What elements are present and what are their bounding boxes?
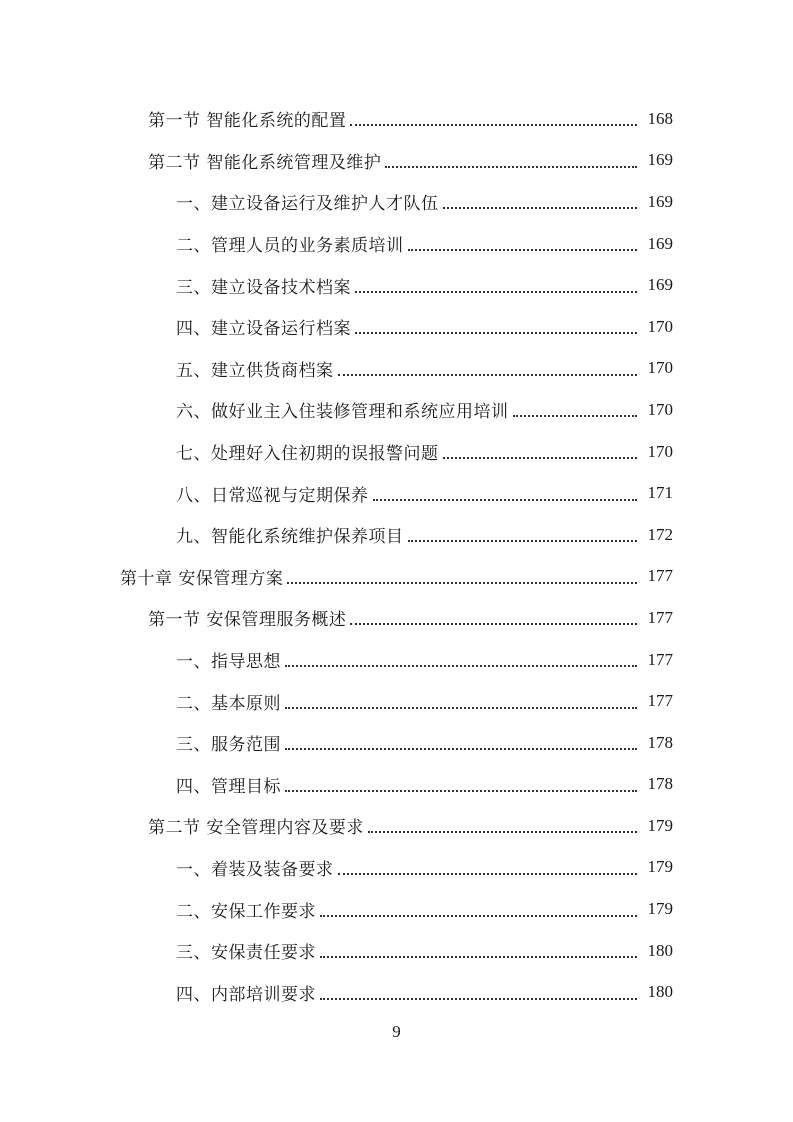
toc-entry-page: 170 [647,358,673,378]
toc-entry-page: 178 [647,774,673,794]
dot-leader [368,830,637,833]
toc-entry[interactable] [0,306,793,348]
toc-entry[interactable] [0,888,793,930]
toc-entry[interactable] [0,98,793,140]
toc-entry-title: 四、建立设备运行档案 [176,319,351,340]
toc-entry-title: 一、着装及装备要求 [176,859,334,880]
dot-leader [408,539,638,542]
dot-leader [408,248,638,251]
dot-leader [285,706,637,709]
toc-entry-title: 第十章 安保管理方案 [120,568,284,589]
toc-entry-page: 169 [647,150,673,170]
toc-entry[interactable] [0,514,793,556]
toc-entry-title: 七、处理好入住初期的误报警问题 [176,444,439,465]
toc-entry-title: 一、建立设备运行及维护人才队伍 [176,194,439,215]
dot-leader [320,997,637,1000]
toc-entry-title: 第一节 智能化系统的配置 [148,111,347,132]
toc-entry[interactable] [0,556,793,598]
toc-entry-title: 二、基本原则 [176,693,281,714]
toc-entry[interactable] [0,680,793,722]
dot-leader [285,747,637,750]
toc-entry-title: 五、建立供货商档案 [176,360,334,381]
toc-entry-page: 172 [647,524,673,544]
toc-entry-page: 169 [647,191,673,211]
toc-entry-page: 179 [647,899,673,919]
dot-leader [287,581,637,584]
toc-entry[interactable] [0,597,793,639]
toc-entry[interactable] [0,930,793,972]
toc-entry-title: 二、管理人员的业务素质培训 [176,236,404,257]
toc-entry-page: 180 [647,940,673,960]
toc-entry[interactable] [0,805,793,847]
toc-entry[interactable] [0,181,793,223]
dot-leader [285,789,637,792]
toc-entry[interactable] [0,847,793,889]
dot-leader [320,955,637,958]
dot-leader [443,206,638,209]
toc-entry-title: 四、内部培训要求 [176,984,316,1005]
toc-entry-page: 170 [647,399,673,419]
dot-leader [385,165,637,168]
toc-entry[interactable] [0,431,793,473]
toc-entry-page: 170 [647,441,673,461]
toc-entry[interactable] [0,264,793,306]
table-of-contents [0,98,793,1013]
toc-entry-page: 171 [647,483,673,503]
toc-entry-page: 168 [647,108,673,128]
dot-leader [338,373,638,376]
dot-leader [285,664,637,667]
toc-entry-page: 177 [647,649,673,669]
toc-entry-page: 177 [647,607,673,627]
toc-entry-page: 170 [647,316,673,336]
dot-leader [320,914,637,917]
dot-leader [513,414,638,417]
toc-entry[interactable] [0,764,793,806]
toc-entry-title: 三、服务范围 [176,735,281,756]
toc-entry-title: 八、日常巡视与定期保养 [176,485,369,506]
dot-leader [350,622,637,625]
toc-entry-page: 179 [647,857,673,877]
toc-entry-title: 六、做好业主入住装修管理和系统应用培训 [176,402,509,423]
toc-entry[interactable] [0,971,793,1013]
toc-entry[interactable] [0,722,793,764]
toc-entry-page: 177 [647,566,673,586]
toc-entry-page: 169 [647,275,673,295]
toc-entry[interactable] [0,472,793,514]
dot-leader [355,331,637,334]
toc-entry-title: 九、智能化系统维护保养项目 [176,527,404,548]
toc-entry[interactable] [0,348,793,390]
toc-entry-page: 180 [647,982,673,1002]
dot-leader [443,456,638,459]
toc-entry-title: 一、指导思想 [176,652,281,673]
toc-entry[interactable] [0,223,793,265]
toc-entry-page: 169 [647,233,673,253]
page-number: 9 [392,1022,401,1041]
toc-entry[interactable] [0,140,793,182]
toc-entry-title: 四、管理目标 [176,776,281,797]
toc-entry-title: 二、安保工作要求 [176,901,316,922]
toc-entry[interactable] [0,639,793,681]
dot-leader [373,498,638,501]
toc-entry-page: 179 [647,815,673,835]
dot-leader [350,123,637,126]
toc-entry-title: 第二节 安全管理内容及要求 [148,818,364,839]
dot-leader [355,290,637,293]
toc-entry-page: 178 [647,732,673,752]
toc-entry-title: 三、安保责任要求 [176,943,316,964]
dot-leader [338,872,638,875]
toc-entry-title: 第一节 安保管理服务概述 [148,610,347,631]
toc-entry-title: 第二节 智能化系统管理及维护 [148,152,382,173]
toc-entry-title: 三、建立设备技术档案 [176,277,351,298]
toc-entry-page: 177 [647,691,673,711]
toc-entry[interactable] [0,389,793,431]
